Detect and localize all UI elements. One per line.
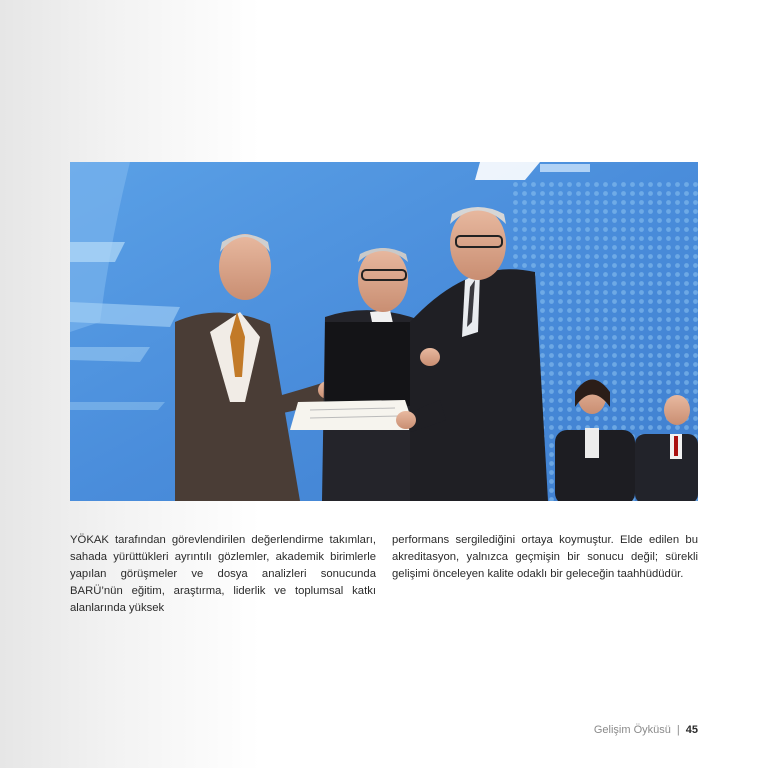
page-footer [594,724,698,736]
footer-separator: | [676,724,680,736]
paragraph-column-right: performans sergilediğini ortaya koymuştur. Elde edilen bu akreditasyon, yalnızca geçmişin bir sonucu değil; sürekli gelişimi önceleyen kalite odaklı bir geleceğin taahhüdüdür. [392,534,698,580]
footer-section-title: Gelişim Öyküsü [593,724,671,736]
award-ceremony-photo [70,162,698,501]
page-number: 45 [685,724,698,736]
body-text [70,532,698,617]
paragraph-column-left: YÖKAK tarafından görevlendirilen değerlendirme takımları, sahada yürüttükleri ayrıntılı gözlemler, akademik birimlerle yapılan görüşmeler ve dosya analizleri sonucunda BARÜ’nün eğitim, araştırma, liderlik ve toplumsal katkı alanlarında yüksek [70,534,376,614]
